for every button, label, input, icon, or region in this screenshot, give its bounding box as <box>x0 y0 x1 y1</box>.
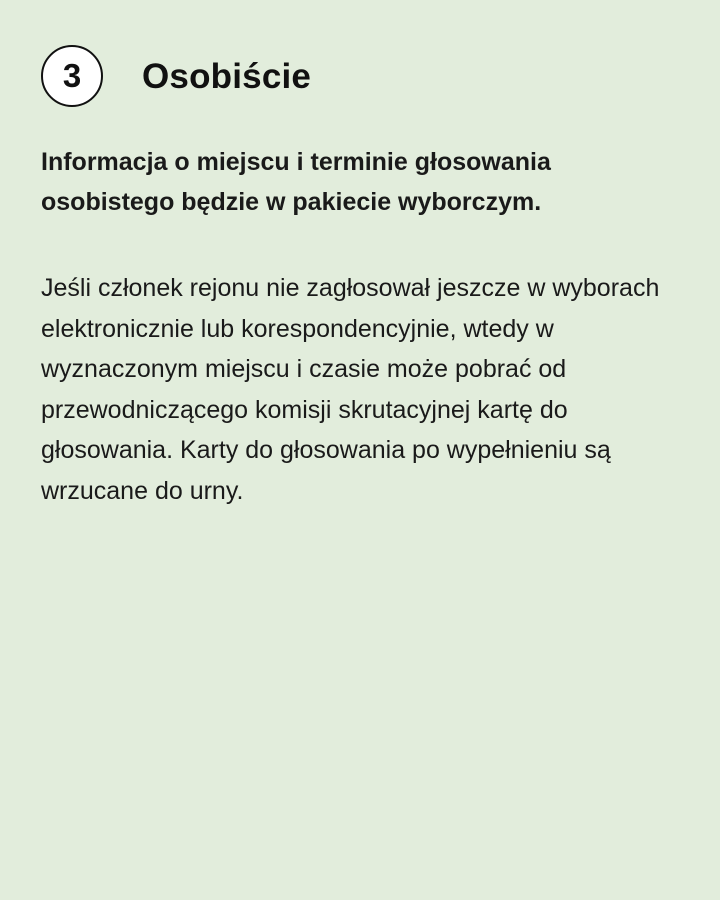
step-number-badge: 3 <box>41 45 103 107</box>
section-title: Osobiście <box>142 56 312 96</box>
body-paragraph: Jeśli członek rejonu nie zagłosował jeszcze w wyborach elektronicznie lub korespondencyjnie, wtedy w wyznaczonym miejscu i czasie może pobrać od przewodniczącego komisji skrutacyjnej kartę do głosowania. Karty do głosowania po wypełnieniu są wrzucane do urny. <box>41 274 660 505</box>
lead-paragraph: Informacja o miejscu i terminie głosowania osobistego będzie w pakiecie wyborczym. <box>41 148 551 216</box>
section-header <box>41 42 680 110</box>
